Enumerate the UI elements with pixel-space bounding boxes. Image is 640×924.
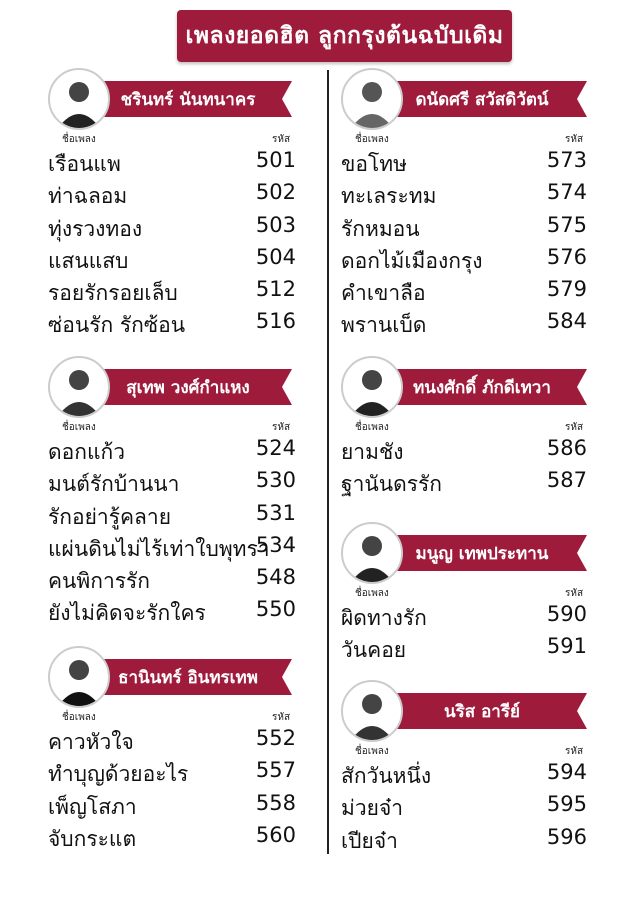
song-row (341, 758, 587, 790)
song-code: 579 (546, 277, 587, 302)
song-code: 587 (546, 468, 587, 493)
song-title: ดอกแก้ว (48, 440, 126, 464)
song-row (48, 724, 296, 756)
song-title: วันคอย (341, 638, 407, 663)
artist-name: ดนัดศรี สวัสดิวัตน์ (387, 81, 577, 117)
song-code: 596 (546, 824, 587, 849)
song-row (341, 146, 587, 178)
artist-name: ธานินทร์ อินทรเทพ (94, 659, 282, 695)
artist-photo (48, 68, 110, 130)
song-row (341, 823, 587, 855)
col-song-label: ชื่อเพลง (62, 422, 96, 433)
song-code: 590 (546, 602, 587, 626)
song-code: 501 (255, 148, 296, 172)
song-code: 560 (255, 822, 296, 847)
song-row (48, 756, 296, 788)
artist-name: สุเทพ วงศ์กำแหง (94, 369, 282, 405)
song-row (48, 563, 296, 595)
song-title: เปียจ๋า (341, 828, 398, 853)
col-code-label: รหัส (565, 746, 584, 757)
artist-photo (48, 356, 110, 418)
artist-section-suthep (48, 356, 296, 628)
artist-section-charin (48, 68, 296, 340)
artist-section-thanin (48, 646, 296, 853)
song-code: 575 (546, 212, 587, 237)
song-title: มนต์รักบ้านนา (48, 472, 180, 497)
song-code: 594 (546, 760, 587, 784)
song-code: 573 (546, 148, 587, 172)
artist-photo (341, 522, 403, 584)
song-code: 534 (255, 532, 296, 557)
song-title: ดอกไม้เมืองกรุง (341, 248, 483, 273)
song-row (48, 821, 296, 853)
song-code: 591 (546, 634, 587, 659)
col-song-label: ชื่อเพลง (62, 712, 96, 723)
song-row (341, 632, 587, 664)
song-code: 584 (546, 309, 587, 334)
col-code-label: รหัส (565, 422, 584, 433)
song-row (48, 178, 296, 210)
song-row (341, 434, 587, 466)
song-row (48, 146, 296, 178)
song-code: 524 (255, 436, 296, 460)
song-title: จับกระแต (48, 826, 137, 851)
song-title: คำเขาลือ (341, 281, 426, 306)
song-title: พรานเบ็ด (341, 313, 427, 338)
song-title: ยังไม่คิดจะรักใคร (48, 601, 206, 626)
song-row (341, 178, 587, 210)
song-row (48, 595, 296, 627)
song-title: ทะเลระทม (341, 184, 437, 209)
col-code-label: รหัส (272, 134, 291, 145)
song-title: รักอย่ารู้คลาย (48, 504, 171, 529)
song-row (48, 466, 296, 498)
song-row (341, 466, 587, 498)
song-title: รักหมอน (341, 216, 420, 241)
artist-photo (341, 356, 403, 418)
song-row (48, 275, 296, 307)
song-code: 503 (255, 212, 296, 237)
song-row (48, 307, 296, 339)
artist-section-thanongsak (341, 356, 587, 499)
song-row (341, 790, 587, 822)
song-code: 504 (255, 244, 296, 269)
song-code: 548 (255, 565, 296, 590)
song-row (341, 211, 587, 243)
artist-name: ชรินทร์ นันทนาคร (94, 81, 282, 117)
artist-name: นริส อารีย์ (387, 693, 577, 729)
song-title: ทุ่งรวงทอง (48, 216, 143, 241)
song-title: ผิดทางรัก (341, 606, 427, 630)
song-title: ฐานันดรรัก (341, 472, 443, 497)
song-row (48, 531, 296, 563)
song-title: ขอโทษ (341, 152, 407, 176)
song-title: ยามชัง (341, 440, 404, 464)
song-code: 576 (546, 244, 587, 269)
song-title: เพ็ญโสภา (48, 794, 137, 819)
song-title: เรือนแพ (48, 152, 121, 176)
song-row (341, 600, 587, 632)
song-title: ทำบุญด้วยอะไร (48, 762, 189, 787)
song-code: 530 (255, 468, 296, 493)
artist-photo (48, 646, 110, 708)
page-title-banner (177, 10, 512, 62)
song-code: 557 (255, 758, 296, 783)
col-song-label: ชื่อเพลง (355, 134, 389, 145)
song-title: ม่วยจ๋า (341, 796, 404, 821)
song-row (341, 307, 587, 339)
col-song-label: ชื่อเพลง (355, 588, 389, 599)
artist-section-naris (341, 680, 587, 855)
song-code: 558 (255, 790, 296, 815)
song-code: 516 (255, 309, 296, 334)
song-row (341, 243, 587, 275)
column-divider (327, 70, 329, 854)
song-row (341, 275, 587, 307)
artist-name: มนูญ เทพประทาน (387, 535, 577, 571)
song-row (48, 434, 296, 466)
song-row (48, 499, 296, 531)
song-title: ซ่อนรัก รักซ้อน (48, 313, 186, 338)
col-song-label: ชื่อเพลง (355, 422, 389, 433)
song-code: 531 (255, 500, 296, 525)
song-row (48, 243, 296, 275)
col-code-label: รหัส (272, 712, 291, 723)
song-code: 574 (546, 180, 587, 205)
col-song-label: ชื่อเพลง (62, 134, 96, 145)
song-title: แสนแสบ (48, 248, 129, 273)
song-code: 502 (255, 180, 296, 205)
col-code-label: รหัส (565, 134, 584, 145)
col-code-label: รหัส (565, 588, 584, 599)
song-title: แผ่นดินไม่ไร้เท่าใบพุทรา (48, 536, 270, 561)
col-song-label: ชื่อเพลง (355, 746, 389, 757)
song-title: คนพิการรัก (48, 569, 151, 594)
song-code: 512 (255, 277, 296, 302)
song-code: 586 (546, 436, 587, 460)
song-title: ท่าฉลอม (48, 184, 128, 209)
artist-name: ทนงศักดิ์ ภักดีเทวา (387, 369, 577, 405)
song-row (48, 789, 296, 821)
artist-photo (341, 680, 403, 742)
song-code: 550 (255, 597, 296, 622)
song-title: รอยรักรอยเล็บ (48, 281, 178, 306)
artist-section-danadsri (341, 68, 587, 340)
song-title: สักวันหนึ่ง (341, 764, 432, 788)
song-code: 552 (255, 726, 296, 750)
song-row (48, 211, 296, 243)
page-title: เพลงยอดฮิต ลูกกรุงต้นฉบับเดิม (185, 23, 504, 49)
artist-photo (341, 68, 403, 130)
song-title: คาวหัวใจ (48, 730, 134, 754)
artist-section-manoon (341, 522, 587, 665)
song-code: 595 (546, 792, 587, 817)
col-code-label: รหัส (272, 422, 291, 433)
